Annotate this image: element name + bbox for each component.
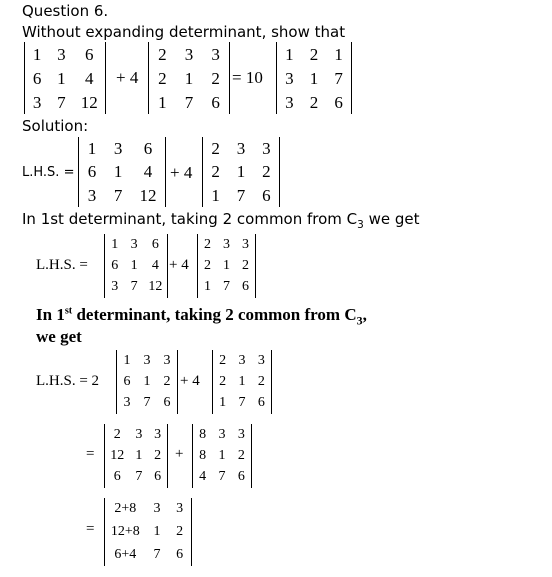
question-determinant-3-cell-r1c2: 2 — [309, 44, 319, 64]
image-row3-determinant-1-cell-r3c2: 7 — [135, 469, 143, 485]
image-note-line1 — [36, 305, 367, 328]
solution-determinant-1-cell-r3c3: 12 — [139, 185, 157, 205]
question-determinant-2-cell-r3c1: 1 — [158, 92, 167, 112]
solution-determinant-1-cell-r3c2: 7 — [113, 185, 123, 205]
image-row1-determinant-2-cell-r3c2: 7 — [223, 279, 230, 295]
solution-determinant-1-cell-r1c2: 3 — [113, 139, 123, 159]
image-row4-determinant — [104, 498, 192, 566]
image-row1-lhs-label: L.H.S. = — [36, 257, 88, 273]
note-superscript: st — [64, 305, 73, 317]
image-row1-determinant-2-cell-r2c2: 1 — [223, 257, 230, 273]
question-determinant-2-cell-r2c1: 2 — [158, 68, 167, 88]
solution-lhs-label: L.H.S. = — [22, 165, 75, 180]
image-row1-determinant-1 — [104, 234, 168, 298]
image-row2-determinant-2 — [212, 350, 272, 414]
solution-determinant-1 — [78, 137, 166, 207]
image-row2-determinant-1 — [116, 350, 178, 414]
image-row1-determinant-1-cell-r2c3: 4 — [151, 257, 159, 273]
image-row4-determinant-cell-r1c1: 2+8 — [114, 501, 137, 517]
note-subscript: 3 — [356, 313, 363, 328]
image-row2-determinant-2-cell-r3c2: 7 — [238, 395, 246, 411]
image-note-line2: we get — [36, 327, 82, 346]
solution-determinant-2-cell-r2c2: 1 — [236, 162, 246, 182]
question-determinant-2-cell-r2c2: 1 — [184, 68, 194, 88]
image-row3-determinant-2-cell-r3c2: 7 — [218, 469, 226, 485]
image-row2-determinant-1-cell-r1c2: 3 — [143, 352, 151, 368]
image-row2-determinant-2-cell-r1c3: 3 — [257, 352, 265, 368]
question-title: Question 6. — [22, 2, 109, 20]
solution-determinant-1-cell-r3c1: 3 — [87, 185, 97, 205]
step1-text-end: we get — [363, 210, 420, 228]
image-row1-determinant-1-cell-r3c2: 7 — [130, 279, 138, 295]
image-row4-determinant-cell-r1c3: 3 — [176, 501, 184, 517]
image-row3-determinant-2 — [192, 424, 252, 488]
solution-determinant-2-cell-r1c2: 3 — [236, 139, 246, 159]
solution-determinant-1-cell-r2c3: 4 — [143, 162, 153, 182]
image-row1-determinant-1-cell-r1c3: 6 — [151, 236, 159, 252]
image-row2-determinant-2-cell-r2c3: 2 — [257, 373, 265, 389]
question-determinant-1-cell-r1c1: 1 — [32, 44, 42, 64]
image-row4-determinant-cell-r3c3: 6 — [176, 546, 184, 562]
solution-determinant-2-cell-r3c3: 6 — [262, 185, 271, 205]
solution-determinant-2 — [202, 137, 280, 207]
solution-determinant-2-cell-r3c2: 7 — [236, 185, 246, 205]
image-row3-determinant-1-cell-r1c2: 3 — [135, 426, 143, 442]
step1-text-subscript: 3 — [357, 219, 364, 231]
question-determinant-1-cell-r3c3: 12 — [80, 92, 98, 112]
image-row2-determinant-1-cell-r1c1: 1 — [123, 352, 131, 368]
image-row1-determinant-1-cell-r2c2: 1 — [130, 257, 138, 273]
question-equals-coefficient: = 10 — [232, 68, 263, 87]
image-row2-determinant-1-cell-r3c3: 6 — [163, 395, 171, 411]
image-row3-determinant-1-cell-r2c1: 12 — [110, 447, 125, 463]
image-row2-determinant-2-cell-r3c3: 6 — [257, 395, 265, 411]
image-row1-determinant-1-cell-r1c1: 1 — [111, 236, 119, 252]
question-determinant-2-cell-r1c1: 2 — [158, 44, 167, 64]
solution-determinant-2-cell-r2c3: 2 — [262, 162, 271, 182]
question-determinant-3-cell-r3c1: 3 — [285, 92, 294, 112]
solution-determinant-1-cell-r1c3: 6 — [143, 139, 153, 159]
solution-determinant-1-cell-r2c1: 6 — [87, 162, 97, 182]
image-row1-determinant-2 — [197, 234, 256, 298]
image-row4-determinant-cell-r1c2: 3 — [153, 501, 161, 517]
image-row3-determinant-2-cell-r3c3: 6 — [237, 469, 245, 485]
question-determinant-1-cell-r1c3: 6 — [84, 44, 94, 64]
image-row3-determinant-1-cell-r2c2: 1 — [135, 447, 143, 463]
question-determinant-3-cell-r3c2: 2 — [309, 92, 319, 112]
solution-determinant-1-cell-r1c1: 1 — [87, 139, 97, 159]
image-row2-plus-coefficient: + 4 — [180, 373, 200, 389]
image-row1-determinant-1-cell-r3c1: 3 — [111, 279, 119, 295]
image-row3-determinant-1-cell-r1c1: 2 — [113, 426, 121, 442]
question-determinant-3 — [276, 42, 352, 114]
question-determinant-3-cell-r3c3: 6 — [334, 92, 343, 112]
image-row2-determinant-2-cell-r3c1: 1 — [219, 395, 227, 411]
image-row4-determinant-cell-r2c1: 12+8 — [110, 523, 140, 539]
question-determinant-3-cell-r1c3: 1 — [334, 44, 343, 64]
question-determinant-1-cell-r3c1: 3 — [32, 92, 42, 112]
image-row3-plus: + — [175, 446, 184, 462]
image-row2-determinant-2-cell-r2c1: 2 — [219, 373, 227, 389]
image-row1-determinant-2-cell-r3c3: 6 — [242, 279, 249, 295]
image-row2-determinant-2-cell-r2c2: 1 — [238, 373, 246, 389]
solution-determinant-2-cell-r3c1: 1 — [211, 185, 220, 205]
image-row1-determinant-2-cell-r2c1: 2 — [204, 257, 211, 273]
image-row4-determinant-cell-r2c2: 1 — [153, 523, 161, 539]
image-row3-determinant-2-cell-r2c2: 1 — [218, 447, 226, 463]
image-row1-determinant-2-cell-r1c2: 3 — [223, 236, 230, 252]
solution-determinant-2-cell-r1c3: 3 — [262, 139, 271, 159]
image-row2-determinant-1-cell-r3c2: 7 — [143, 395, 151, 411]
image-row1-determinant-1-cell-r2c1: 6 — [111, 257, 119, 273]
solution-determinant-1-cell-r2c2: 1 — [113, 162, 123, 182]
question-determinant-2-cell-r2c3: 2 — [211, 68, 220, 88]
image-row3-equals: = — [86, 446, 95, 462]
image-row4-determinant-cell-r2c3: 2 — [176, 523, 184, 539]
note-text-middle: determinant, taking 2 common from C — [72, 305, 357, 324]
image-row3-determinant-2-cell-r2c1: 8 — [199, 447, 207, 463]
question-determinant-3-cell-r2c2: 1 — [309, 68, 319, 88]
question-determinant-1-cell-r2c2: 1 — [57, 68, 66, 88]
solution-step1-text — [22, 210, 420, 231]
image-row2-determinant-2-cell-r1c1: 2 — [219, 352, 227, 368]
image-row2-determinant-1-cell-r3c1: 3 — [123, 395, 131, 411]
question-determinant-1-cell-r1c2: 3 — [57, 44, 66, 64]
question-determinant-2 — [148, 42, 230, 114]
question-determinant-1-cell-r2c1: 6 — [32, 68, 42, 88]
image-row4-equals: = — [86, 521, 95, 537]
question-determinant-2-cell-r3c3: 6 — [211, 92, 220, 112]
note-text-start: In 1 — [36, 305, 65, 324]
question-determinant-3-cell-r2c1: 3 — [285, 68, 294, 88]
solution-plus-coefficient: + 4 — [170, 163, 193, 182]
solution-determinant-2-cell-r2c1: 2 — [211, 162, 220, 182]
image-row1-determinant-2-cell-r1c1: 2 — [204, 236, 211, 252]
question-determinant-3-cell-r2c3: 7 — [334, 68, 343, 88]
step1-text-main: In 1st determinant, taking 2 common from C — [22, 210, 358, 228]
solution-determinant-2-cell-r1c1: 2 — [211, 139, 220, 159]
image-row2-determinant-2-cell-r1c2: 3 — [238, 352, 246, 368]
question-determinant-2-cell-r1c3: 3 — [211, 44, 220, 64]
image-row3-determinant-1-cell-r2c3: 2 — [154, 447, 162, 463]
image-row2-determinant-1-cell-r1c3: 3 — [163, 352, 171, 368]
image-row2-determinant-1-cell-r2c2: 1 — [143, 373, 151, 389]
image-row2-determinant-1-cell-r2c3: 2 — [163, 373, 171, 389]
question-plus-coefficient: + 4 — [116, 68, 139, 87]
question-determinant-3-cell-r1c1: 1 — [285, 44, 294, 64]
image-row2-lhs-label: L.H.S. = 2 — [36, 373, 100, 389]
image-row3-determinant-1 — [104, 424, 168, 488]
image-row3-determinant-2-cell-r1c3: 3 — [237, 426, 245, 442]
image-row1-determinant-1-cell-r3c3: 12 — [148, 279, 163, 295]
image-row4-determinant-cell-r3c1: 6+4 — [114, 546, 137, 562]
question-instruction: Without expanding determinant, show that — [22, 23, 346, 41]
question-determinant-1 — [24, 42, 106, 114]
image-row3-determinant-1-cell-r1c3: 3 — [154, 426, 162, 442]
image-row3-determinant-2-cell-r1c1: 8 — [199, 426, 207, 442]
image-row3-determinant-2-cell-r3c1: 4 — [199, 469, 207, 485]
question-determinant-1-cell-r3c2: 7 — [57, 92, 66, 112]
note-text-end: , — [362, 305, 367, 324]
image-row3-determinant-2-cell-r1c2: 3 — [218, 426, 226, 442]
question-determinant-2-cell-r3c2: 7 — [184, 92, 194, 112]
question-determinant-2-cell-r1c2: 3 — [184, 44, 194, 64]
image-row1-determinant-2-cell-r2c3: 2 — [242, 257, 249, 273]
image-row3-determinant-1-cell-r3c1: 6 — [113, 469, 121, 485]
image-row1-determinant-2-cell-r1c3: 3 — [242, 236, 249, 252]
solution-heading: Solution: — [22, 117, 89, 135]
image-row2-determinant-1-cell-r2c1: 6 — [123, 373, 131, 389]
image-row1-determinant-2-cell-r3c1: 1 — [204, 279, 211, 295]
image-row3-determinant-1-cell-r3c3: 6 — [154, 469, 162, 485]
image-row1-determinant-1-cell-r1c2: 3 — [130, 236, 138, 252]
question-determinant-1-cell-r2c3: 4 — [84, 68, 94, 88]
image-row1-plus-coefficient: + 4 — [169, 257, 189, 273]
image-row4-determinant-cell-r3c2: 7 — [153, 546, 161, 562]
image-row3-determinant-2-cell-r2c3: 2 — [237, 447, 245, 463]
